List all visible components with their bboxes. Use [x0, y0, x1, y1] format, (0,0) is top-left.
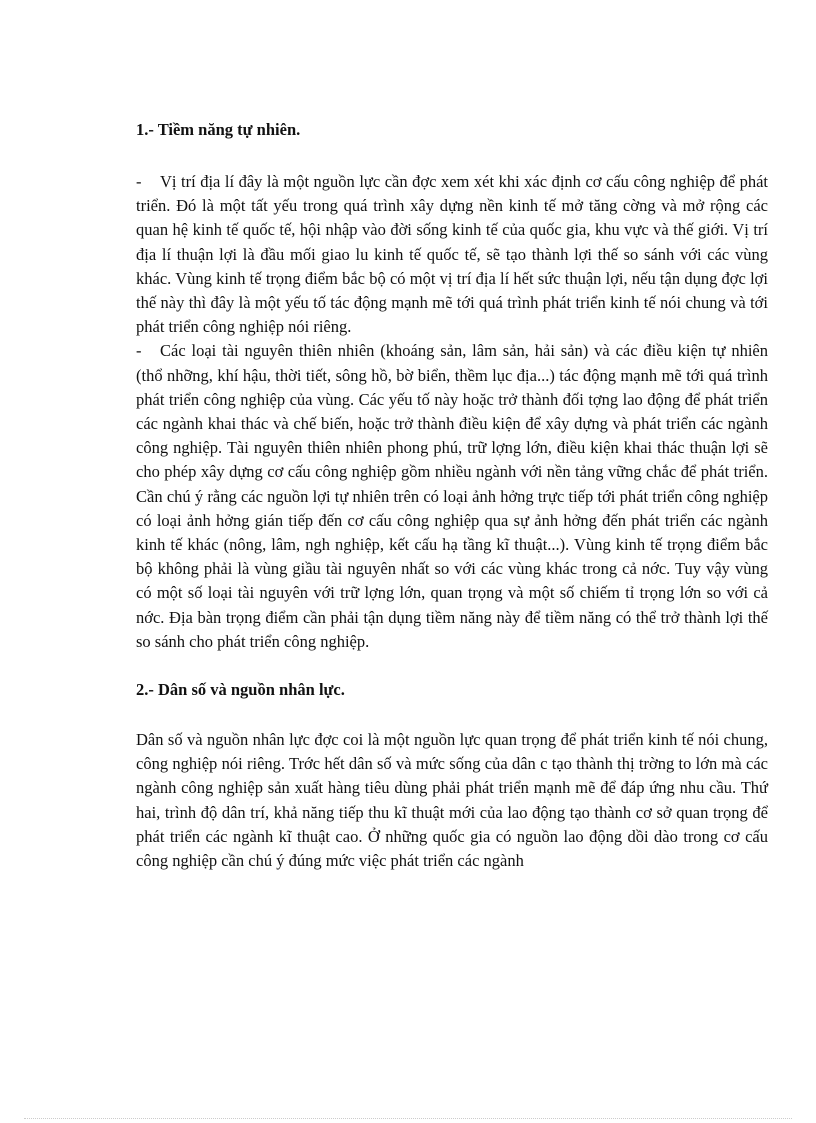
bullet-dash: -: [136, 172, 142, 191]
document-body: [136, 118, 768, 873]
paragraph-text: Các loại tài nguyên thiên nhiên (khoáng sản, lâm sản, hải sản) và các điều kiện tự nhiên (thổ nhỡng, khí hậu, thời tiết, sông hồ, bờ biển, thềm lục địa...) tác động mạnh mẽ tới quá trình phát triển công nghiệp của vùng. Các yếu tố này hoặc trở thành đối tợng lao động để phát triển các ngành khai thác và chế biến, hoặc trở thành điều kiện để xây dựng và phát triển các ngành công nghiệp. Tài nguyên thiên nhiên phong phú, trữ lợng lớn, điều kiện khai thác thuận lợi sẽ cho phép xây dựng cơ cấu công nghiệp gồm nhiều ngành với nền tảng vững chắc để phát triển. Cần chú ý rằng các nguồn lợi tự nhiên trên có loại ảnh hởng trực tiếp tới phát triển công nghiệp có loại ảnh hởng gián tiếp đến cơ cấu công nghiệp qua sự ảnh hởng đến phát triển các ngành kinh tế khác (nông, lâm, ngh nghiệp, kết cấu hạ tầng kĩ thuật...). Vùng kinh tế trọng điểm bắc bộ không phải là vùng giầu tài nguyên nhất so với các vùng khác trong cả nớc. Tuy vậy vùng có một số loại tài nguyên với trữ lợng lớn, quan trọng và một số chiếm tỉ trọng lớn so với cả nớc. Địa bàn trọng điểm cần phải tận dụng tiềm năng này để tiềm năng có thể trở thành lợi thế so sánh cho phát triển công nghiệp.: [136, 341, 768, 651]
bullet-dash: -: [136, 341, 142, 361]
section-1-paragraph-resources: [136, 339, 768, 654]
section-2-heading: 2.- Dân số và nguồn nhân lực.: [136, 680, 345, 700]
section-2-paragraph: Dân số và nguồn nhân lực đợc coi là một nguồn lực quan trọng để phát triển kinh tế nói chung, công nghiệp nói riêng. Trớc hết dân số và mức sống của dân c tạo thành thị trờng to lớn mà các ngành công nghiệp sản xuất hàng tiêu dùng phải phát triển mạnh mẽ để đáp ứng nhu cầu. Thứ hai, trình độ dân trí, khả năng tiếp thu kĩ thuật mới của lao động tạo thành cơ sở quan trọng để phát triển các ngành kĩ thuật cao. Ở những quốc gia có nguồn lao động dồi dào trong cơ cấu công nghiệp cần chú ý đúng mức việc phát triển các ngành: [136, 730, 768, 871]
paragraph-text: Vị trí địa lí đây là một nguồn lực cần đợc xem xét khi xác định cơ cấu công nghiệp để phát triển. Đó là một tất yếu trong quá trình xây dựng nền kinh tế mở tăng cờng và mở rộng các quan hệ kinh tế quốc tế, hội nhập vào đời sống kinh tế của quốc gia, khu vực và thế giới. Vị trí địa lí thuận lợi là đầu mối giao lu kinh tế quốc tế, sẽ tạo thành lợi thế so sánh với các vùng khác. Vùng kinh tế trọng điểm bắc bộ có một vị trí địa lí hết sức thuận lợi, nếu tận dụng đợc lợi thế này thì đây là một yếu tố tác động mạnh mẽ tới quá trình phát triển kinh tế nói chung và tới phát triển công nghiệp nói riêng.: [136, 172, 768, 337]
page-bottom-divider: [24, 1118, 792, 1119]
section-1-heading: 1.- Tiềm năng tự nhiên.: [136, 120, 301, 139]
section-1-paragraph-location: [136, 170, 768, 339]
